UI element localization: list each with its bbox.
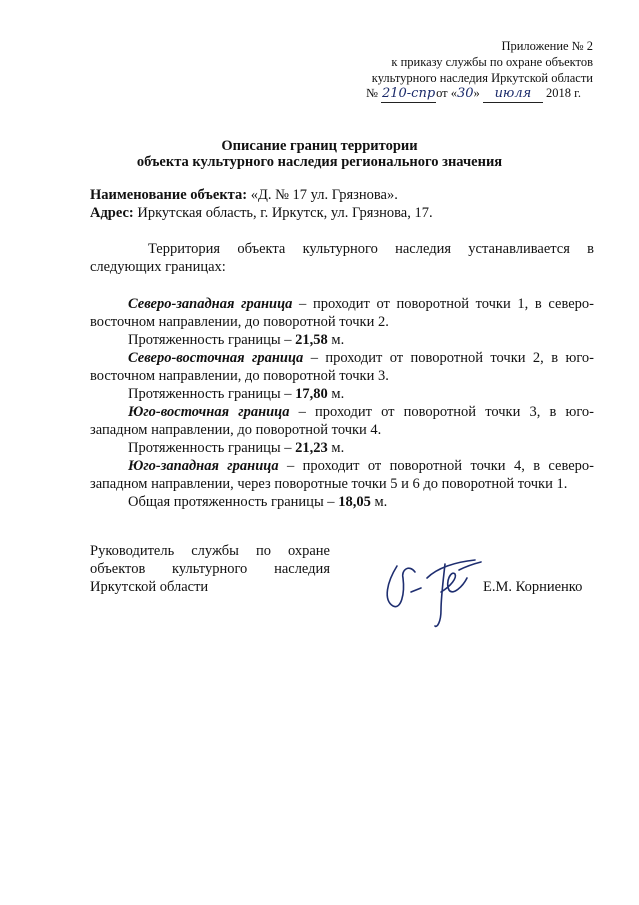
date-quote-close: » (473, 86, 480, 100)
boundary-1-description: – проходит от поворотной точки 1, в северо- (292, 296, 594, 312)
length-unit: м. (327, 440, 345, 456)
appendix-title: Приложение № 2 (501, 39, 593, 53)
number-sign: № (366, 86, 378, 100)
date-from: от « (436, 86, 457, 100)
intro-line1: Территория объекта культурного наследия устанавливается в (148, 241, 594, 257)
boundary-2-length (128, 385, 344, 403)
order-number: 210-спр (381, 86, 436, 101)
intro-line2: следующих границах: (90, 259, 226, 275)
length-label: Протяженность границы – (128, 332, 296, 348)
date-year: 2018 г. (546, 86, 582, 100)
boundary-1-line2: восточном направлении, до поворотной точки 2. (90, 314, 389, 330)
signatory-position-line1: Руководитель службы по охране (90, 543, 330, 559)
signatory-position-line2: объектов культурного наследия (90, 561, 330, 577)
object-name-label: Наименование объекта: (90, 187, 248, 203)
boundary-3-length (128, 439, 344, 457)
boundary-2-line1 (128, 349, 594, 367)
total-length (128, 493, 387, 511)
signatory-name: Е.М. Корниенко (483, 579, 583, 595)
address-line (90, 204, 433, 222)
handwritten-signature (375, 548, 490, 630)
date-day: 30 (457, 86, 474, 101)
boundary-3-name: Юго-восточная граница (128, 404, 290, 420)
boundary-2-line2: восточном направлении, до поворотной точки 3. (90, 368, 389, 384)
length-unit: м. (327, 386, 345, 402)
total-label: Общая протяженность границы – (128, 494, 339, 510)
boundary-4-name: Юго-западная граница (128, 458, 279, 474)
length-value: 17,80 (295, 386, 328, 402)
date-month: июля (483, 86, 543, 103)
order-number-line (366, 85, 581, 103)
boundary-2-name: Северо-восточная граница (128, 350, 304, 366)
length-unit: м. (327, 332, 345, 348)
total-value: 18,05 (338, 494, 371, 510)
authority-name: культурного наследия Иркутской области (371, 71, 593, 85)
length-label: Протяженность границы – (128, 386, 296, 402)
signatory-position-line3: Иркутской области (90, 579, 209, 595)
address-value: Иркутская область, г. Иркутск, ул. Грязнова, 17. (133, 205, 433, 221)
boundary-3-description: – проходит от поворотной точки 3, в юго- (289, 404, 595, 420)
boundary-3-line1 (128, 403, 594, 421)
total-unit: м. (370, 494, 388, 510)
address-label: Адрес: (90, 205, 134, 221)
boundary-3-line2: западном направлении, до поворотной точки 4. (90, 422, 382, 438)
doc-title-line2: объекта культурного наследия регионального значения (136, 154, 503, 170)
boundary-1-length (128, 331, 344, 349)
boundary-4-line2: западном направлении, через поворотные точки 5 и 6 до поворотной точки 1. (90, 476, 568, 492)
order-reference: к приказу службы по охране объектов (391, 55, 593, 69)
object-name-line (90, 186, 398, 204)
boundary-1-line1 (128, 295, 594, 313)
boundary-4-description: – проходит от поворотной точки 4, в северо- (278, 458, 594, 474)
length-label: Протяженность границы – (128, 440, 296, 456)
boundary-1-name: Северо-западная граница (128, 296, 293, 312)
object-name-value: «Д. № 17 ул. Грязнова». (247, 187, 398, 203)
doc-title-line1: Описание границ территории (221, 138, 418, 154)
length-value: 21,23 (295, 440, 328, 456)
length-value: 21,58 (295, 332, 328, 348)
boundary-2-description: – проходит от поворотной точки 2, в юго- (303, 350, 594, 366)
boundary-4-line1 (128, 457, 594, 475)
